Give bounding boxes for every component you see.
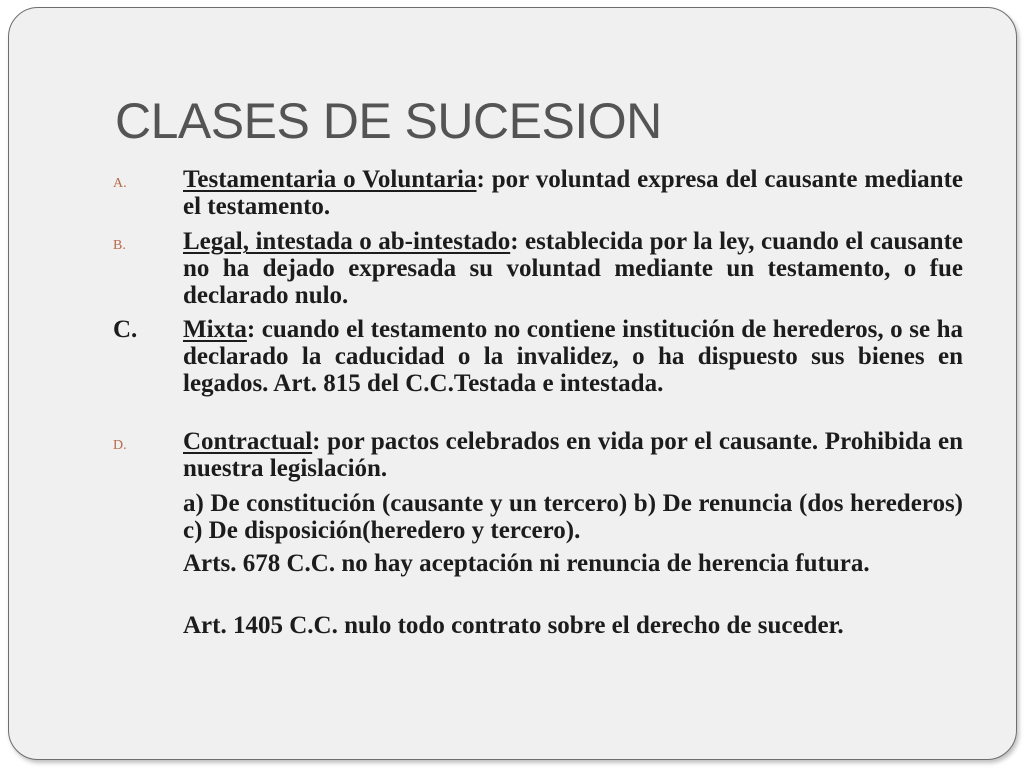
item-d-term: Contractual bbox=[183, 428, 313, 455]
item-a-term: Testamentaria o Voluntaria bbox=[183, 166, 477, 193]
item-b-term: Legal, intestada o ab-intestado bbox=[183, 228, 511, 255]
slide-title: CLASES DE SUCESION bbox=[115, 93, 662, 149]
item-marker-d: D. bbox=[113, 438, 127, 453]
item-d-text: : por pactos celebrados en vida por el causante. Prohibida en nuestra legislación. bbox=[183, 428, 963, 482]
slide-frame bbox=[8, 7, 1017, 760]
slide-content bbox=[9, 8, 1016, 759]
item-c-text: : cuando el testamento no contiene institución de herederos, o se ha declarado la caducidad o la invalidez, o ha dispuesto sus bienes en legados. Art. 815 del C.C.Testada e intestada. bbox=[183, 316, 963, 397]
paragraph-art-1405: Art. 1405 C.C. nulo todo contrato sobre el derecho de suceder. bbox=[183, 612, 844, 639]
item-marker-b: B. bbox=[113, 238, 126, 253]
item-d bbox=[183, 428, 963, 482]
item-marker-a: A. bbox=[113, 176, 127, 191]
paragraph-contract-types: a) De constitución (causante y un tercero) b) De renuncia (dos herederos) c) De disposición(heredero y tercero). bbox=[183, 490, 963, 544]
paragraph-art-678: Arts. 678 C.C. no hay aceptación ni renuncia de herencia futura. bbox=[183, 550, 870, 577]
item-c bbox=[183, 316, 963, 397]
item-a bbox=[183, 166, 963, 220]
item-marker-c: C. bbox=[113, 316, 138, 343]
item-c-term: Mixta bbox=[183, 316, 247, 343]
item-b-text: : establecida por la ley, cuando el causante no ha dejado expresada su voluntad mediante un testamento, o fue declarado nulo. bbox=[183, 228, 963, 309]
item-b bbox=[183, 228, 963, 309]
item-a-text: : por voluntad expresa del causante mediante el testamento. bbox=[183, 166, 964, 220]
